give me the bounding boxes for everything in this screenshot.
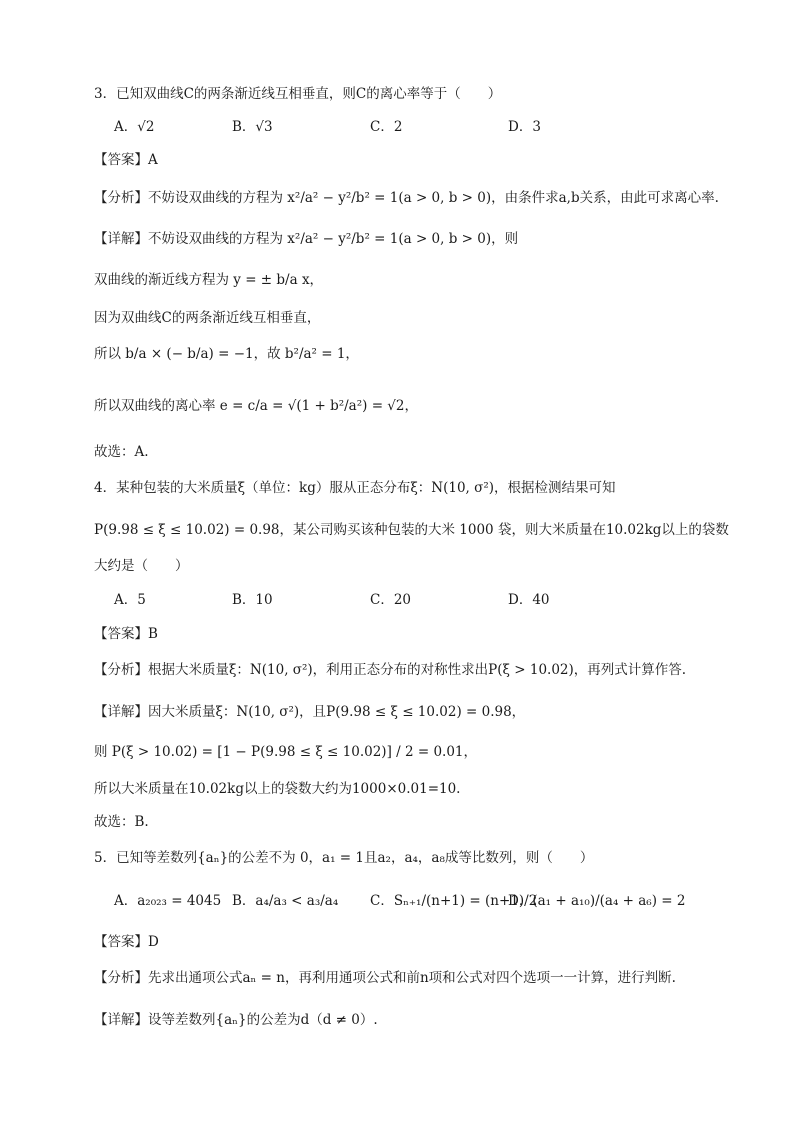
q4-answer: 【答案】B	[94, 626, 158, 642]
q4-detail-1: 【详解】因大米质量ξ：N(10, σ²)，且P(9.98 ≤ ξ ≤ 10.02) = 0.98，	[94, 704, 526, 720]
q3-option-d: D．3	[508, 119, 541, 135]
q4-analysis: 【分析】根据大米质量ξ：N(10, σ²)，利用正态分布的对称性求出P(ξ > 10.02)，再列式计算作答.	[94, 662, 687, 678]
q5-answer: 【答案】D	[94, 934, 159, 950]
q4-stem-3: 大约是（ ）	[94, 558, 189, 574]
q3-detail-1: 【详解】不妨设双曲线的方程为 x²/a² − y²/b² = 1(a > 0, b > 0)，则	[94, 231, 519, 247]
q4-option-b: B．10	[232, 592, 273, 608]
q3-detail-3: 因为双曲线C的两条渐近线互相垂直，	[94, 310, 321, 326]
q5-stem: 5．已知等差数列{aₙ}的公差不为 0，a₁ = 1且a₂，a₄，a₈成等比数列，则（ ）	[94, 850, 594, 866]
q3-analysis: 【分析】不妨设双曲线的方程为 x²/a² − y²/b² = 1(a > 0, b > 0)，由条件求a,b关系，由此可求离心率.	[94, 190, 719, 206]
q4-stem-2: P(9.98 ≤ ξ ≤ 10.02) = 0.98，某公司购买该种包装的大米 1000 袋，则大米质量在10.02kg以上的袋数	[94, 522, 729, 538]
q4-detail-2: 则 P(ξ > 10.02) = [1 − P(9.98 ≤ ξ ≤ 10.02)] / 2 = 0.01，	[94, 744, 478, 760]
q3-option-c: C．2	[370, 119, 403, 135]
q4-option-a: A．5	[114, 592, 146, 608]
q3-detail-4: 所以 b/a × (− b/a) = −1，故 b²/a² = 1，	[94, 346, 359, 362]
q4-choose: 故选：B.	[94, 814, 149, 830]
q5-option-a: A．a₂₀₂₃ = 4045	[114, 893, 222, 909]
q4-stem-1: 4．某种包装的大米质量ξ（单位：kg）服从正态分布ξ：N(10, σ²)，根据检测结果可知	[94, 480, 616, 496]
q3-option-a: A．√2	[114, 119, 155, 135]
q5-option-d: D．(a₁ + a₁₀)/(a₄ + a₆) = 2	[508, 893, 686, 909]
q3-detail-2: 双曲线的渐近线方程为 y = ± b/a x，	[94, 272, 324, 288]
q3-answer: 【答案】A	[94, 152, 158, 168]
q3-stem: 3．已知双曲线C的两条渐近线互相垂直，则C的离心率等于（ ）	[94, 86, 502, 102]
q3-choose: 故选：A.	[94, 444, 149, 460]
q4-option-c: C．20	[370, 592, 412, 608]
q3-option-b: B．√3	[232, 119, 273, 135]
q5-analysis: 【分析】先求出通项公式aₙ = n，再利用通项公式和前n项和公式对四个选项一一计算，进行判断.	[94, 970, 676, 986]
q5-detail-1: 【详解】设等差数列{aₙ}的公差为d（d ≠ 0）.	[94, 1012, 378, 1028]
q4-detail-3: 所以大米质量在10.02kg以上的袋数大约为1000×0.01=10.	[94, 781, 461, 797]
q5-option-c: C．Sₙ₊₁/(n+1) = (n+1)/2	[370, 893, 538, 909]
q3-detail-5: 所以双曲线的离心率 e = c/a = √(1 + b²/a²) = √2，	[94, 398, 418, 414]
q4-option-d: D．40	[508, 592, 550, 608]
q5-option-b: B．a₄/a₃ < a₃/a₄	[232, 893, 339, 909]
